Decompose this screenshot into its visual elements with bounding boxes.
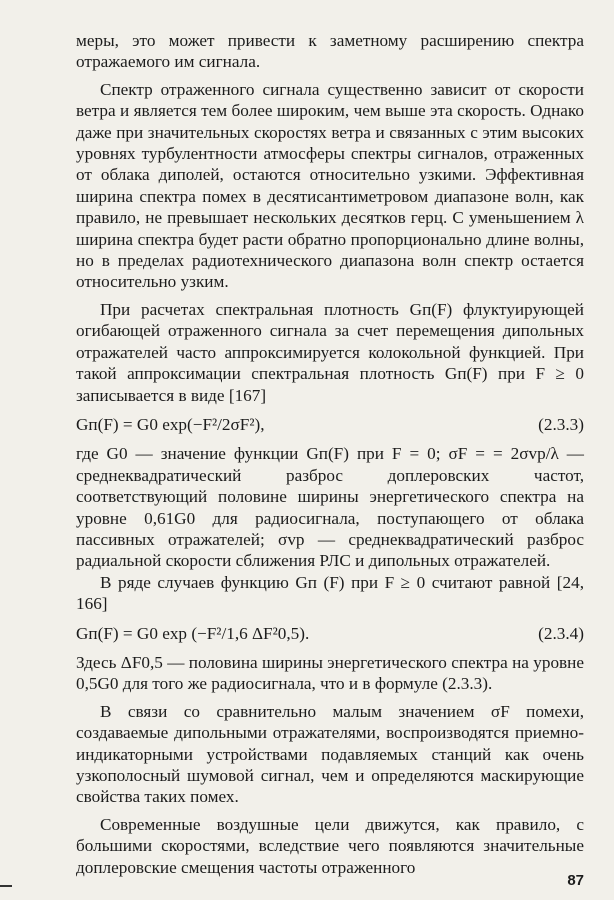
equation-2-3-3 [76, 414, 584, 435]
scan-edge-mark [0, 885, 12, 887]
page-number: 87 [567, 872, 584, 889]
equation-2-3-4 [76, 623, 584, 644]
document-page [76, 30, 584, 878]
equation-number: (2.3.3) [538, 414, 584, 434]
paragraph-small-sigma: В связи со сравнительно малым значением σF помехи, создаваемые дипольными отражателями, воспроизводятся приемно-индикаторными устройствами подавляемых станций как очень узкополосный шумовой сигнал, чем и определяются маскирующие свойства таких помех. [76, 701, 584, 807]
equation-number: (2.3.4) [538, 623, 584, 643]
equation-body: Gп(F) = G0 exp(−F²/2σF²), [76, 414, 265, 434]
equation-body: Gп(F) = G0 exp (−F²/1,6 ΔF²0,5). [76, 623, 310, 643]
paragraph-modern-targets: Современные воздушные цели движутся, как правило, с большими скоростями, вследствие чего появляются значительные доплеровские смещения частоты отраженного [76, 814, 584, 877]
paragraph-where-definitions: где G0 — значение функции Gп(F) при F = 0; σF = = 2σvр/λ — среднеквадратический разброс доплеровских частот, соответствующий половине ширины энергетического спектра на уровне 0,61G0 для радиосигнала, поступающего от облака пассивных отражателей; σvр — среднеквадратический разброс радиальной скорости сближения РЛС и дипольных отражателей. [76, 444, 584, 571]
paragraph-here-delta: Здесь ΔF0,5 — половина ширины энергетического спектра на уровне 0,5G0 для того же радиосигнала, что и в формуле (2.3.3). [76, 652, 584, 694]
paragraph-spectral-density: При расчетах спектральная плотность Gп(F) флуктуирующей огибающей отраженного сигнала за счет перемещения дипольных отражателей часто аппроксимируется колокольной функцией. При такой аппроксимации спектральная плотность Gп(F) при F ≥ 0 записывается в виде [167] [76, 299, 584, 405]
paragraph-in-some-cases: В ряде случаев функцию Gп (F) при F ≥ 0 считают равной [24, 166] [76, 572, 584, 614]
paragraph-continuation: меры, это может привести к заметному расширению спектра отражаемого им сигнала. [76, 31, 584, 72]
paragraph-spectrum-wind: Спектр отраженного сигнала существенно зависит от скорости ветра и является тем более широким, чем выше эта скорость. Однако даже при значительных скоростях ветра и связанных с этим высоких уровнях турбулентности атмосферы спектры сигналов, отраженных от облака диполей, остаются относительно узкими. Эффективная ширина спектра помех в десятисантиметровом диапазоне волн, как правило, не превышает нескольких десятков герц. С уменьшением λ ширина спектра будет расти обратно пропорционально длине волны, но в пределах радиотехнического диапазона волн спектр остается относительно узким. [76, 79, 584, 292]
